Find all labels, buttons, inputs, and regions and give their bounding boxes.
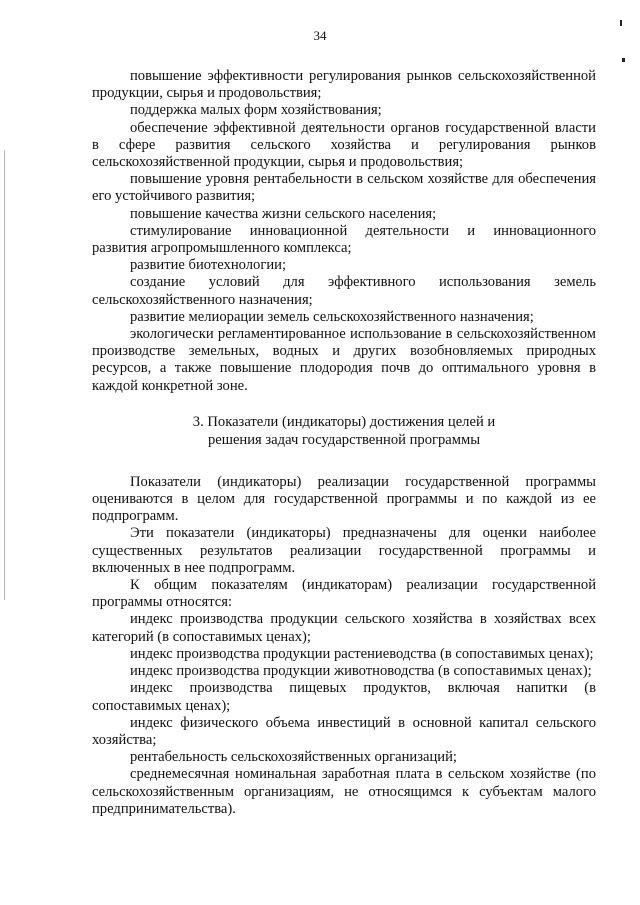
list-item: индекс производства продукции растениеводства (в сопоставимых ценах);	[130, 645, 594, 662]
list-item: создание условий для эффективного использования земель сельскохозяйственного назначения;	[92, 274, 596, 308]
list-item: среднемесячная номинальная заработная плата в сельском хозяйстве (по сельскохозяйственным организациям, не относящимся к субъектам малого предпринимательства).	[92, 766, 596, 817]
list-item: развитие мелиорации земель сельскохозяйственного назначения;	[130, 308, 534, 325]
paragraph: К общим показателям (индикаторам) реализации государственной программы относятся:	[92, 577, 596, 611]
scan-edge-mark	[620, 20, 622, 26]
scan-edge-mark	[622, 58, 625, 62]
list-item: повышение уровня рентабельности в сельском хозяйстве для обеспечения его устойчивого развития;	[92, 171, 596, 205]
section-heading-line: решения задач государственной программы	[207, 432, 481, 449]
paragraph: Эти показатели (индикаторы) предназначены для оценки наиболее существенных результатов реализации государственной программы и включенных в нее подпрограмм.	[92, 525, 596, 576]
list-item: рентабельность сельскохозяйственных организаций;	[130, 749, 457, 766]
list-item: экологически регламентированное использование в сельскохозяйственном производстве земельных, водных и других возобновляемых природных ресурсов, а также повышение плодородия почв до оптимального уровня в каждой конкретной зоне.	[92, 326, 596, 394]
list-item: обеспечение эффективной деятельности органов государственной власти в сфере развития сельского хозяйства и регулирования рынков сельскохозяйственной продукции, сырья и продовольствия;	[92, 119, 596, 171]
list-item: индекс производства продукции животноводства (в сопоставимых ценах);	[130, 663, 592, 680]
list-item: поддержка малых форм хозяйствования;	[130, 102, 382, 119]
list-item: повышение эффективности регулирования рынков сельскохозяйственной продукции, сырья и продовольствия;	[92, 68, 596, 102]
scan-edge-line	[4, 150, 5, 600]
list-item: развитие биотехнологии;	[130, 257, 287, 274]
list-item: стимулирование инновационной деятельности и инновационного развития агропромышленного комплекса;	[92, 222, 596, 257]
list-item: индекс производства пищевых продуктов, включая напитки (в сопоставимых ценах);	[92, 680, 596, 714]
section-heading-line: 3. Показатели (индикаторы) достижения целей и	[192, 413, 496, 430]
paragraph: Показатели (индикаторы) реализации государственной программы оцениваются в целом для государственной программы и по каждой из ее подпрограмм.	[92, 473, 596, 525]
section-heading	[92, 413, 596, 450]
list-item: индекс производства продукции сельского хозяйства в хозяйствах всех категорий (в сопоставимых ценах);	[92, 611, 596, 645]
list-item: индекс физического объема инвестиций в основной капитал сельского хозяйства;	[92, 714, 596, 748]
document-body	[92, 68, 596, 818]
page-number: 34	[313, 28, 327, 43]
list-item: повышение качества жизни сельского населения;	[130, 205, 437, 222]
